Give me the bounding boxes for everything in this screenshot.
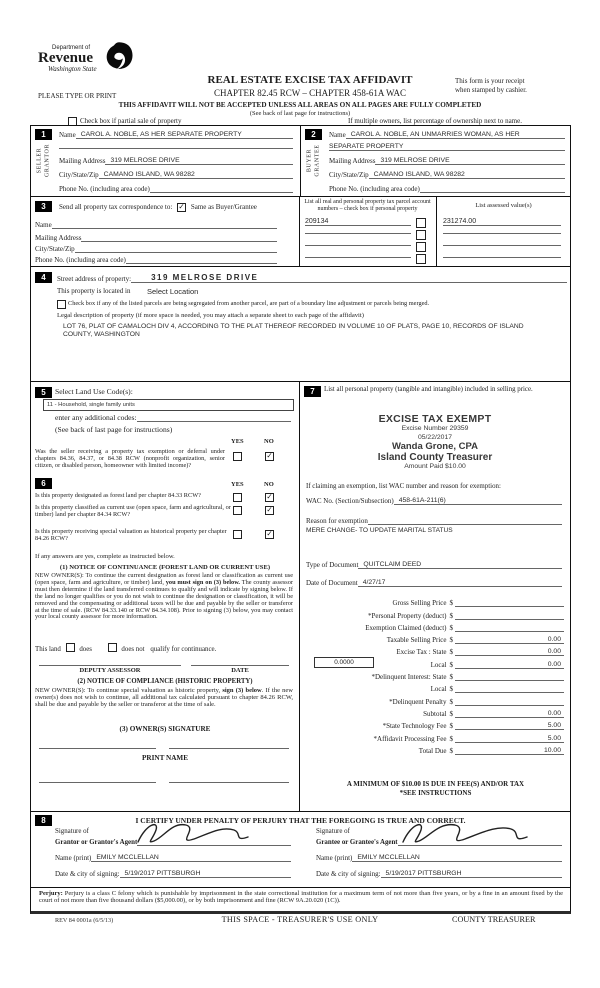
money-row-affidavit-fee bbox=[308, 730, 564, 742]
parcel-field-3[interactable] bbox=[305, 237, 411, 246]
claiming-exemption-label: If claiming an exemption, list WAC number and reason for exemption: bbox=[306, 483, 501, 490]
grantee-date-row bbox=[316, 869, 562, 878]
additional-codes-row bbox=[55, 413, 291, 422]
section5-no-header: NO bbox=[264, 438, 274, 445]
section-5-number: 5 bbox=[35, 387, 52, 398]
seller-mailing-row bbox=[59, 156, 293, 165]
notice1-post: The county assessor must then determine if the land transferred continues to qualify and will indicate by signing below. If the land no longer qualifies or you do not wish to continue the designation or classification, it will be removed and the compensating or additional taxes will be due and payable by the seller or transferor at the time of sale. (RCW 84.33.140 or RCW 84.34.108). Prior to signing (3) below, you may contact your local county assessor for more information. bbox=[35, 578, 294, 621]
assessed-field-4[interactable] bbox=[443, 249, 561, 258]
doc-date-field[interactable] bbox=[358, 578, 562, 587]
seller-phone-field[interactable] bbox=[150, 184, 293, 193]
money-row-delinq-penalty bbox=[308, 693, 564, 705]
print-name-title: PRINT NAME bbox=[142, 754, 188, 762]
seller-grantor-side-label bbox=[37, 134, 52, 188]
excise-tax-stamp bbox=[310, 413, 560, 472]
corr-city-row bbox=[35, 244, 277, 253]
seller-city-row bbox=[59, 170, 293, 179]
dollar-sign: $ bbox=[449, 722, 453, 731]
q3-no-checkbox[interactable] bbox=[265, 530, 274, 539]
reason-value[interactable]: MERE CHANGE- TO UPDATE MARITAL STATUS bbox=[306, 527, 453, 534]
money-row-excise-state bbox=[308, 644, 564, 656]
doc-type-field[interactable] bbox=[358, 560, 562, 569]
section6-q3: Is this property receiving special valuation as historical property per chapter 84.26 RCW? bbox=[35, 528, 227, 542]
send-correspondence-label: Send all property tax correspondence to: bbox=[59, 203, 173, 211]
doc-date-row bbox=[306, 578, 562, 587]
minimum-due-line2: *SEE INSTRUCTIONS bbox=[399, 789, 472, 797]
section5-yes-header: YES bbox=[231, 438, 244, 445]
money-label: Taxable Selling Price bbox=[386, 636, 447, 645]
dollar-sign: $ bbox=[449, 623, 453, 632]
logo-revenue: Revenue bbox=[38, 50, 93, 66]
buyer-city-value: CAMANO ISLAND, WA 98282 bbox=[373, 171, 465, 178]
located-in-dropdown[interactable]: Select Location bbox=[147, 286, 199, 296]
buyer-name-row2 bbox=[329, 142, 565, 151]
seller-name-field[interactable] bbox=[76, 130, 293, 139]
grantor-signature bbox=[126, 818, 256, 848]
q3-yes-checkbox[interactable] bbox=[233, 530, 242, 539]
reason-field[interactable] bbox=[368, 516, 562, 525]
money-label: *Delinquent Penalty bbox=[389, 697, 447, 706]
form-chapter: CHAPTER 82.45 RCW – CHAPTER 458-61A WAC bbox=[214, 88, 406, 98]
buyer-name-field2[interactable] bbox=[329, 142, 565, 151]
doc-date-label: Date of Document bbox=[306, 579, 358, 587]
money-table bbox=[308, 595, 564, 755]
parcel-personal-checkbox-1[interactable] bbox=[416, 218, 426, 228]
dollar-sign: $ bbox=[449, 746, 453, 755]
does-checkbox[interactable] bbox=[66, 643, 75, 652]
seller-phone-row bbox=[59, 184, 293, 193]
parcel-personal-checkbox-2[interactable] bbox=[416, 230, 426, 240]
receipt-note-line2: when stamped by cashier. bbox=[455, 85, 527, 94]
grantor-name-value: EMILY MCCLELLAN bbox=[96, 854, 159, 861]
land-use-label: Select Land Use Code(s): bbox=[55, 387, 133, 396]
money-row-gross bbox=[308, 595, 564, 607]
money-row-personal bbox=[308, 607, 564, 619]
grantor-name-field[interactable] bbox=[91, 853, 291, 862]
county-treasurer-label: COUNTY TREASURER bbox=[452, 915, 536, 924]
section5-question: Was the seller receiving a property tax exemption or deferral under chapters 84.36, 84.37, or 84.38 RCW (nonprofit organization, senior citizen, or disabled person, homeowner with limited income)? bbox=[35, 448, 225, 469]
wac-label: WAC No. (Section/Subsection) bbox=[306, 497, 394, 505]
grantee-date-label: Date & city of signing: bbox=[316, 870, 381, 878]
section6-no-header: NO bbox=[264, 481, 274, 488]
stamp-treasurer-name: Wanda Grone, CPA bbox=[391, 441, 479, 452]
grantor-name-row bbox=[55, 853, 291, 862]
assessed-field-3[interactable] bbox=[443, 237, 561, 246]
perjury-text bbox=[39, 890, 563, 905]
street-address-label: Street address of property: bbox=[57, 275, 132, 283]
owner-signature-line-2[interactable] bbox=[169, 740, 289, 749]
this-land-label: This land bbox=[35, 646, 61, 653]
owners-signature-title: (3) OWNER(S) SIGNATURE bbox=[119, 725, 211, 733]
logo-dept-small: Department of bbox=[52, 45, 91, 51]
money-field[interactable]: 0.00 bbox=[455, 636, 564, 644]
street-address-row bbox=[57, 273, 567, 283]
additional-codes-label: enter any additional codes: bbox=[55, 413, 137, 422]
notice1-title: (1) NOTICE OF CONTINUANCE (FOREST LAND OR CURRENT USE) bbox=[59, 564, 271, 571]
parcel-header-line2: numbers – check box if personal property bbox=[317, 206, 418, 212]
buyer-name-field[interactable] bbox=[346, 130, 565, 139]
buyer-name-value1: CAROL A. NOBLE, AN UNMARRIES WOMAN, AS HER bbox=[350, 131, 520, 138]
dollar-sign: $ bbox=[449, 648, 453, 657]
dollar-sign: $ bbox=[449, 673, 453, 682]
minimum-due-line1: A MINIMUM OF $10.00 IS DUE IN FEE(S) AND/OR TAX bbox=[346, 780, 525, 788]
money-field[interactable]: 0.00 bbox=[455, 710, 564, 718]
buyer-grantee-side-label bbox=[307, 134, 322, 188]
segregated-label: Check box if any of the listed parcels are being segregated from another parcel, are part of a boundary line adjustment or parcels being merged. bbox=[68, 300, 430, 307]
treasurer-space-label: THIS SPACE - TREASURER'S USE ONLY bbox=[221, 915, 379, 924]
warning-line: THIS AFFIDAVIT WILL NOT BE ACCEPTED UNLESS ALL AREAS ON ALL PAGES ARE FULLY COMPLETED bbox=[118, 101, 482, 109]
money-row-delinq-int-state bbox=[308, 669, 564, 681]
section-3-divider1 bbox=[299, 197, 300, 267]
buyer-name-label: Name bbox=[329, 131, 346, 139]
notice1-bold: you must sign on (3) below. bbox=[165, 578, 240, 586]
buyer-city-field[interactable] bbox=[369, 170, 565, 179]
print-name-line-2[interactable] bbox=[169, 774, 289, 783]
seller-mailing-label: Mailing Address bbox=[59, 157, 106, 165]
side-label-grantee: GRANTEE bbox=[314, 144, 320, 177]
parcel-value-1: 209134 bbox=[305, 218, 329, 225]
corr-mailing-row bbox=[35, 233, 277, 242]
receipt-note-line1: This form is your receipt bbox=[455, 77, 525, 85]
perjury-body: Perjury is a class C felony which is punishable by imprisonment in the state correctional institution for a maximum term of not more than five years, or by a fine in an amount fixed by the court of not more than five thousand dollars ($5,000.00), or by both imprisonment and fine (RCW 9A.20.020 (1C)). bbox=[39, 890, 563, 905]
money-row-total-due bbox=[308, 743, 564, 755]
section-1-number: 1 bbox=[35, 129, 52, 140]
seller-city-field[interactable] bbox=[99, 170, 293, 179]
section-1-seller bbox=[31, 126, 301, 196]
left-column bbox=[31, 381, 299, 812]
buyer-phone-row bbox=[329, 184, 565, 193]
notice1-body bbox=[35, 573, 293, 621]
legal-description-label: Legal description of property (if more space is needed, you may attach a separate sheet to each page of the affidavit) bbox=[57, 312, 364, 319]
seller-mailing-value: 319 MELROSE DRIVE bbox=[110, 157, 180, 164]
section-2-buyer bbox=[301, 126, 570, 196]
section6-yes-header: YES bbox=[231, 481, 244, 488]
money-field[interactable]: 0.00 bbox=[455, 648, 564, 656]
does-not-checkbox[interactable] bbox=[108, 643, 117, 652]
form-rev-number: REV 84 0001a (6/5/13) bbox=[55, 917, 114, 924]
grantor-sig-label2: Grantor or Grantor's Agent bbox=[55, 839, 138, 846]
checkmark: ✓ bbox=[266, 529, 273, 538]
form-body bbox=[30, 125, 571, 914]
print-name-line-1[interactable] bbox=[39, 774, 156, 783]
buyer-mailing-label: Mailing Address bbox=[329, 157, 376, 165]
parcel-header bbox=[301, 199, 434, 213]
stamp-date: 05/22/2017 bbox=[417, 433, 453, 441]
wac-row bbox=[306, 496, 562, 505]
stamp-treasurer-office: Island County Treasurer bbox=[377, 451, 493, 463]
money-row-exemption bbox=[308, 620, 564, 632]
dor-swirl-icon bbox=[104, 41, 134, 71]
doc-type-value: QUITCLAIM DEED bbox=[363, 561, 422, 568]
dollar-sign: $ bbox=[449, 611, 453, 620]
money-row-delinq-int-local bbox=[308, 681, 564, 693]
local-rate-box[interactable]: 0.0000 bbox=[314, 657, 374, 668]
owner-signature-line-1[interactable] bbox=[39, 740, 156, 749]
section-4-number: 4 bbox=[35, 272, 52, 283]
money-label: Gross Selling Price bbox=[392, 599, 447, 608]
corr-name-field[interactable] bbox=[52, 220, 277, 229]
seller-city-label: City/State/Zip bbox=[59, 171, 99, 179]
same-as-buyer-label: Same as Buyer/Grantee bbox=[190, 203, 257, 211]
money-field[interactable]: 10.00 bbox=[455, 747, 564, 755]
section-8-signatures bbox=[31, 811, 570, 888]
side-label-buyer: BUYER bbox=[306, 148, 313, 173]
perjury-bold: Perjury: bbox=[39, 890, 63, 897]
money-field[interactable]: 0.00 bbox=[455, 661, 564, 669]
notice2-body bbox=[35, 687, 293, 708]
section5-no-checkbox[interactable] bbox=[265, 452, 274, 461]
corr-city-label: City/State/Zip bbox=[35, 245, 75, 253]
dollar-sign: $ bbox=[449, 734, 453, 743]
checkmark: ✓ bbox=[266, 451, 273, 460]
seller-name-value: CAROL A. NOBLE, AS HER SEPARATE PROPERTY bbox=[80, 131, 242, 138]
does-not-label: does not bbox=[121, 646, 145, 653]
money-label: *Affidavit Processing Fee bbox=[373, 734, 447, 743]
certify-statement: I CERTIFY UNDER PENALTY OF PERJURY THAT THE FOREGOING IS TRUE AND CORRECT. bbox=[135, 816, 466, 825]
section-4-property bbox=[31, 266, 570, 382]
perjury-section bbox=[31, 887, 570, 912]
money-label: Excise Tax : State bbox=[396, 648, 447, 657]
dollar-sign: $ bbox=[449, 709, 453, 718]
money-row-local bbox=[308, 656, 564, 668]
q1-yes-checkbox[interactable] bbox=[233, 493, 242, 502]
corr-name-row bbox=[35, 220, 277, 229]
see-back-line: (See back of last page for instructions) bbox=[249, 109, 351, 117]
section5-see-back: (See back of last page for instructions) bbox=[55, 425, 173, 434]
grantor-date-row bbox=[55, 869, 291, 878]
seller-city-value: CAMANO ISLAND, WA 98282 bbox=[103, 171, 195, 178]
money-row-taxable bbox=[308, 632, 564, 644]
land-use-code-box[interactable]: 11 - Household, single family units bbox=[43, 399, 294, 411]
qualify-label: qualify for continuance. bbox=[150, 646, 217, 653]
wac-field[interactable] bbox=[394, 496, 562, 505]
receipt-note bbox=[455, 77, 527, 94]
dollar-sign: $ bbox=[449, 660, 453, 669]
wac-value: 458-61A-211(6) bbox=[398, 497, 446, 504]
parcel-header-line1: List all real and personal property tax parcel account bbox=[304, 199, 431, 205]
assessor-date-line[interactable] bbox=[191, 657, 289, 666]
money-label: *Delinquent Interest: State bbox=[371, 673, 447, 682]
section-7-number: 7 bbox=[304, 386, 321, 397]
dollar-sign: $ bbox=[449, 697, 453, 706]
section-8-number: 8 bbox=[35, 815, 52, 826]
money-row-tech-fee bbox=[308, 718, 564, 730]
section-3-correspondence bbox=[31, 196, 570, 267]
money-label: *Personal Property (deduct) bbox=[367, 611, 447, 620]
assessed-header: List assessed value(s) bbox=[475, 202, 532, 209]
parcel-personal-checkbox-4[interactable] bbox=[416, 254, 426, 264]
form-title: REAL ESTATE EXCISE TAX AFFIDAVIT bbox=[207, 74, 413, 86]
dollar-sign: $ bbox=[449, 685, 453, 694]
notice2-bold: sign (3) below bbox=[222, 687, 262, 694]
section6-q1: Is this property designated as forest land per chapter 84.33 RCW? bbox=[35, 492, 201, 499]
checkmark: ✓ bbox=[266, 492, 273, 501]
corr-mailing-field[interactable] bbox=[81, 233, 277, 242]
buyer-name-value2: SEPARATE PROPERTY bbox=[329, 143, 404, 150]
parcel-personal-checkbox-3[interactable] bbox=[416, 242, 426, 252]
assessed-field-2[interactable] bbox=[443, 225, 561, 234]
seller-name-field-2[interactable] bbox=[59, 139, 293, 149]
dor-logo bbox=[38, 45, 97, 73]
corr-phone-label: Phone No. (including area code) bbox=[35, 256, 126, 264]
right-column bbox=[299, 381, 571, 812]
multiple-owners-label: If multiple owners, list percentage of ownership next to name. bbox=[348, 116, 522, 125]
q1-no-checkbox[interactable] bbox=[265, 493, 274, 502]
money-row-subtotal bbox=[308, 706, 564, 718]
doc-date-value: 4/27/17 bbox=[362, 579, 386, 586]
money-label: Exemption Claimed (deduct) bbox=[365, 623, 447, 632]
stamp-exempt: EXCISE TAX EXEMPT bbox=[378, 413, 492, 425]
street-address-field[interactable] bbox=[131, 273, 567, 283]
section7-intro: List all personal property (tangible and intangible) included in selling price. bbox=[324, 386, 533, 393]
seller-phone-label: Phone No. (including area code) bbox=[59, 185, 150, 193]
grantee-date-value: 5/19/2017 PITTSBURGH bbox=[385, 870, 462, 877]
notice2-post: . If the new owner(s) does not wish to continue, all additional tax calculated pursuant to chapter 84.26 RCW, shall be due and payable by the seller or transferor at the time of sale. bbox=[35, 687, 293, 709]
parcel-field-4[interactable] bbox=[305, 249, 411, 258]
please-type-label: PLEASE TYPE OR PRINT bbox=[38, 92, 117, 100]
assessed-value-1: 231274.00 bbox=[443, 218, 477, 225]
grantee-name-label: Name (print) bbox=[316, 854, 353, 862]
section-3-number: 3 bbox=[35, 201, 52, 212]
grantor-date-label: Date & city of signing: bbox=[55, 870, 120, 878]
money-label: *State Technology Fee bbox=[382, 722, 447, 731]
corr-mailing-label: Mailing Address bbox=[35, 234, 82, 242]
buyer-mailing-field[interactable] bbox=[375, 156, 565, 165]
grantee-date-field[interactable] bbox=[381, 869, 562, 878]
buyer-name-row bbox=[329, 130, 565, 139]
section-2-number: 2 bbox=[305, 129, 322, 140]
money-field[interactable]: 5.00 bbox=[455, 722, 564, 730]
grantee-name-value: EMILY MCCLELLAN bbox=[357, 854, 420, 861]
grantee-signature bbox=[393, 818, 533, 848]
money-field[interactable]: 5.00 bbox=[455, 735, 564, 743]
grantee-sig-label1: Signature of bbox=[316, 828, 350, 835]
deputy-assessor-line[interactable] bbox=[39, 657, 181, 666]
dollar-sign: $ bbox=[449, 599, 453, 608]
corr-phone-field[interactable] bbox=[126, 255, 277, 264]
legal-description-value[interactable]: LOT 76, PLAT OF CAMALOCH DIV 4, ACCORDING TO THE PLAT THEREOF RECORDED IN VOLUME 10 OF PLATS, PAGE 10, RECORDS OF ISLAND COUNTY, WASHINGTON bbox=[63, 323, 524, 338]
side-label-seller: SELLER bbox=[36, 147, 43, 174]
seller-name-row bbox=[59, 130, 293, 139]
additional-codes-field[interactable] bbox=[137, 413, 291, 422]
grantee-name-row bbox=[316, 853, 562, 862]
money-label: Local bbox=[430, 660, 447, 669]
q2-yes-checkbox[interactable] bbox=[233, 506, 242, 515]
grantor-date-field[interactable] bbox=[120, 869, 291, 878]
partial-sale-label: Check box if partial sale of property bbox=[80, 116, 182, 125]
corr-city-field[interactable] bbox=[75, 244, 277, 253]
notice1-pre: NEW OWNER(S): To continue the current designation as forest land or classification as current use (open space, farm and agriculture, or timber) land, bbox=[35, 572, 293, 586]
logo-state: Washington State bbox=[48, 65, 97, 73]
corr-name-label: Name bbox=[35, 221, 52, 229]
reason-row bbox=[306, 516, 562, 525]
section5-yes-checkbox[interactable] bbox=[233, 452, 242, 461]
money-label: Subtotal bbox=[423, 709, 447, 718]
buyer-mailing-value: 319 MELROSE DRIVE bbox=[380, 157, 450, 164]
section-6-number: 6 bbox=[35, 478, 52, 489]
grantee-sig-label2: Grantee or Grantee's Agent bbox=[316, 839, 398, 846]
notice2-pre: NEW OWNER(S): To continue special valuation as historic property, bbox=[35, 687, 223, 694]
stamp-excise-number: Excise Number 29359 bbox=[401, 425, 469, 432]
street-address-value: 319 MELROSE DRIVE bbox=[151, 273, 259, 282]
stamp-amount-paid: Amount Paid $10.00 bbox=[404, 463, 466, 470]
this-land-row bbox=[35, 643, 216, 653]
seller-mailing-field[interactable] bbox=[105, 156, 293, 165]
grantor-name-label: Name (print) bbox=[55, 854, 92, 862]
buyer-phone-label: Phone No. (including area code) bbox=[329, 185, 420, 193]
checkmark: ✓ bbox=[266, 505, 273, 514]
seller-name-label: Name bbox=[59, 131, 76, 139]
if-yes-note: If any answers are yes, complete as instructed below. bbox=[35, 553, 175, 560]
located-in-label: This property is located in bbox=[57, 287, 131, 295]
reason-label: Reason for exemption bbox=[306, 517, 368, 525]
dollar-sign: $ bbox=[449, 636, 453, 645]
money-label: Total Due bbox=[418, 746, 447, 755]
buyer-city-label: City/State/Zip bbox=[329, 171, 369, 179]
same-as-buyer-checkbox[interactable] bbox=[177, 203, 186, 212]
grantee-name-field[interactable] bbox=[352, 853, 562, 862]
q2-no-checkbox[interactable] bbox=[265, 506, 274, 515]
grantor-sig-label1: Signature of bbox=[55, 828, 89, 835]
doc-type-row bbox=[306, 560, 562, 569]
grantor-date-value: 5/19/2017 PITTSBURGH bbox=[124, 870, 201, 877]
notice2-title: (2) NOTICE OF COMPLIANCE (HISTORIC PROPERTY) bbox=[77, 678, 253, 685]
send-correspondence-row bbox=[59, 203, 257, 212]
assessor-date-label: DATE bbox=[231, 667, 249, 674]
side-label-grantor: GRANTOR bbox=[44, 143, 50, 178]
buyer-city-row bbox=[329, 170, 565, 179]
checkmark: ✓ bbox=[178, 202, 185, 211]
buyer-mailing-row bbox=[329, 156, 565, 165]
buyer-phone-field[interactable] bbox=[420, 184, 565, 193]
segregated-checkbox[interactable] bbox=[57, 300, 66, 309]
section6-q2: Is this property classified as current use (open space, farm and agricultural, or timber) land per chapter 84.34 RCW? bbox=[35, 504, 231, 518]
money-label: Local bbox=[430, 685, 447, 694]
corr-phone-row bbox=[35, 255, 277, 264]
parcel-field-2[interactable] bbox=[305, 225, 411, 234]
does-label: does bbox=[79, 646, 92, 653]
deputy-assessor-label: DEPUTY ASSESSOR bbox=[79, 667, 141, 674]
doc-type-label: Type of Document bbox=[306, 561, 359, 569]
